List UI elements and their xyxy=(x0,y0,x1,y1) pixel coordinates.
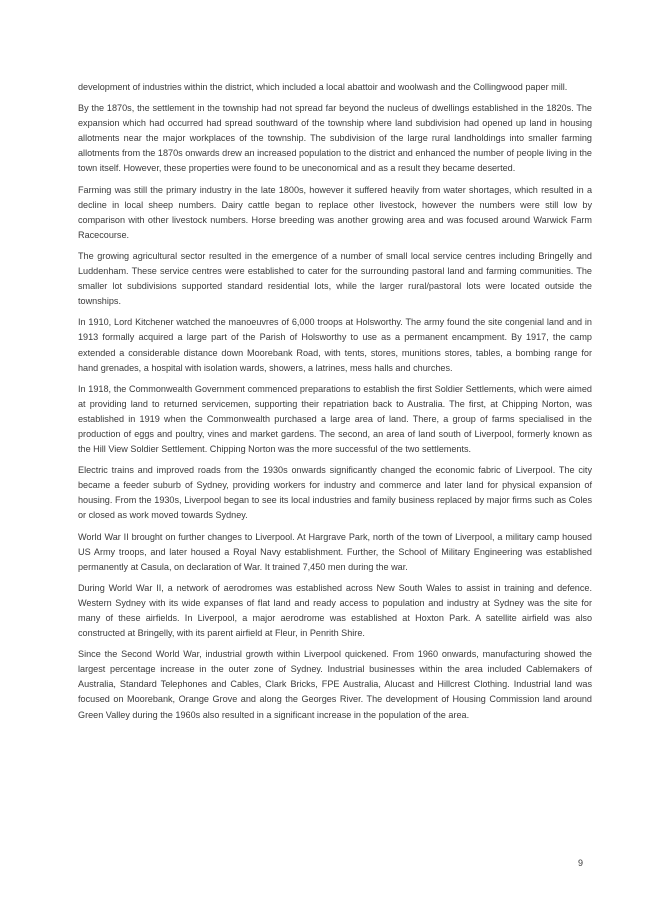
paragraph-farming: Farming was still the primary industry in the late 1800s, however it suffered heavily from water shortages, which resulted in a decline in local sheep numbers. Dairy cattle began to replace other livestock, however the numbers were still low by comparison with other livestock numbers. Horse breeding was another growing area and was focused around Warwick Farm Racecourse. xyxy=(78,184,592,240)
paragraph-electric-trains: Electric trains and improved roads from the 1930s onwards significantly changed the economic fabric of Liverpool. The city became a feeder suburb of Sydney, providing workers for industry and commerce and later land for physical expansion of housing. From the 1930s, Liverpool began to see its local industries and family business replaced by major firms such as Coles or closed as work moved towards Sydney. xyxy=(78,465,592,521)
paragraph-aerodromes: During World War II, a network of aerodromes was established across New South Wales to assist in training and defence. Western Sydney with its wide expanses of flat land and ready access to population and industry at Sydney was the site for many of these airfields. In Liverpool, a major aerodrome was established at Hoxton Park. A satellite airfield was also constructed at Bringelly, with its parent airfield at Fleur, in Penrith Shire. xyxy=(78,582,592,639)
page-body xyxy=(78,80,592,729)
page-number: 9 xyxy=(577,858,583,868)
paragraph-industrial-growth: Since the Second World War, industrial growth within Liverpool quickened. From 1960 onwards, manufacturing showed the largest percentage increase in the outer zone of Sydney. Industrial businesses within the area included Cablemakers of Australia, Standard Telephones and Cables, Clark Bricks, FPE Australia, Alucast and Hillcrest Clothing. Industrial land was focused on Moorebank, Orange Grove and along the Georges River. The development of Housing Commission land around Green Valley during the 1960s also resulted in a significant increase in the population of the area. xyxy=(78,649,592,720)
paragraph-agricultural-sector: The growing agricultural sector resulted in the emergence of a number of small local service centres including Bringelly and Luddenham. These service centres were established to cater for the surrounding pastoral land and farming communities. The smaller lot subdivisions supported standard residential lots, while the larger rural/pastoral lots were located outside the townships. xyxy=(78,250,592,307)
paragraph-1870s-settlement: By the 1870s, the settlement in the township had not spread far beyond the nucleus of dwellings established in the 1820s. The expansion which had occurred had spread southward of the township where land subdivision had opened up land in housing allotments near the major workplaces of the township. The subdivision of the large rural landholdings into smaller farming allotments from the 1870s onwards drew an increased population to the district and enhanced the number of people living in the town itself. However, these properties were found to be uneconomical and as a result they became deserted. xyxy=(78,103,592,174)
paragraph-soldier-settlements: In 1918, the Commonwealth Government commenced preparations to establish the first Soldier Settlements, which were aimed at providing land to returned servicemen, supporting their repatriation back to Australia. The first, at Chipping Norton, was established in 1919 when the Commonwealth purchased a large area of land. There, a group of farms specialised in the production of eggs and poultry, vines and market gardens. The second, an area of land south of Liverpool, formerly known as the Hill View Soldier Settlement. Chipping Norton was the more successful of the two settlements. xyxy=(78,383,592,455)
paragraph-holsworthy: In 1910, Lord Kitchener watched the manoeuvres of 6,000 troops at Holsworthy. The army found the site congenial land and in 1913 formally acquired a large part of the Parish of Holsworthy to use as a permanent encampment. By 1917, the camp extended a considerable distance down Moorebank Road, with tents, stores, munitions stores, tables, a bombing range for hand grenades, a hospital with isolation wards, showers, a latrines, mess halls and churches. xyxy=(78,317,592,373)
paragraph-world-war-ii: World War II brought on further changes to Liverpool. At Hargrave Park, north of the town of Liverpool, a military camp housed US Army troops, and later housed a Royal Navy establishment. Further, the School of Military Engineering was established permanently at Casula, on declaration of War. It trained 7,450 men during the war. xyxy=(78,531,592,572)
paragraph-industries: development of industries within the district, which included a local abattoir and woolwash and the Collingwood paper mill. xyxy=(78,82,568,92)
